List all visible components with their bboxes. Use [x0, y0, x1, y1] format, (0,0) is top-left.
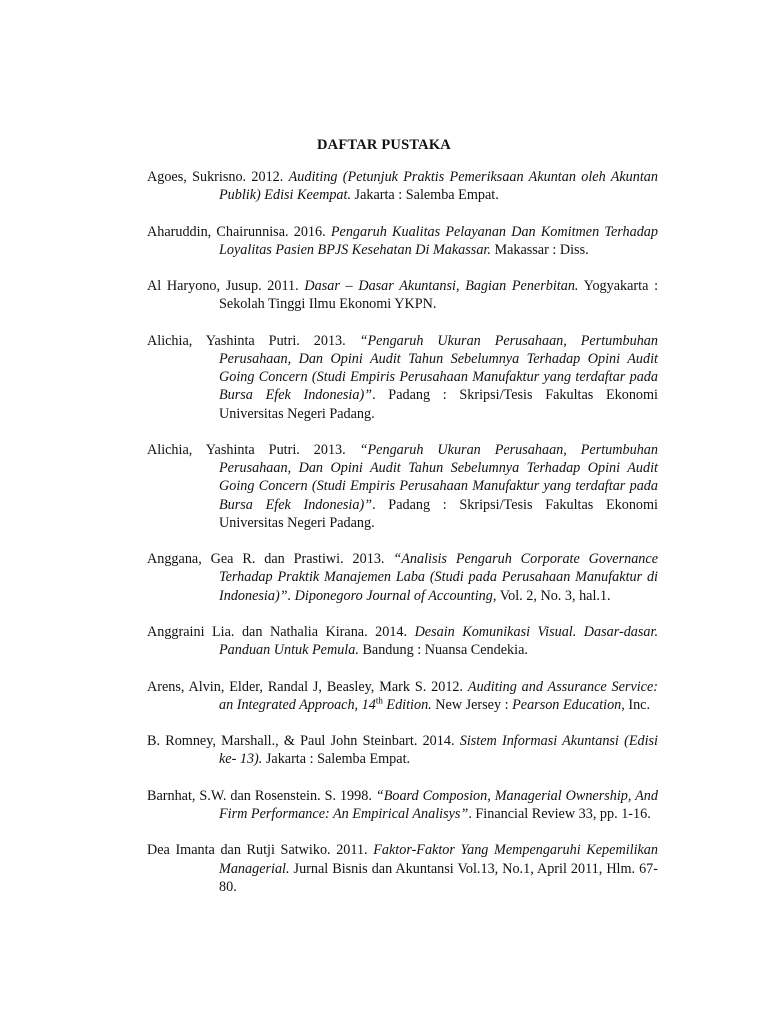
reference-authors-year: Arens, Alvin, Elder, Randal J, Beasley, Mark S. 2012.: [147, 678, 468, 695]
reference-publisher: Jakarta : Salemba Empat.: [262, 751, 411, 768]
reference-title: Auditing (Petunjuk Praktis Pemeriksaan Akuntan oleh Akuntan Publik) Edisi Keempat.: [219, 169, 658, 204]
reference-title: “Pengaruh Ukuran Perusahaan, Pertumbuhan Perusahaan, Dan Opini Audit Tahun Sebelumnya Terhadap Opini Audit Going Concern (Studi Empiris Perusahaan Manufaktur yang terdaftar pada Bursa Efek Indonesia)”: [219, 332, 658, 404]
reference-title: “Pengaruh Ukuran Perusahaan, Pertumbuhan Perusahaan, Dan Opini Audit Tahun Sebelumnya Terhadap Opini Audit Going Concern (Studi Empiris Perusahaan Manufaktur yang terdaftar pada Bursa Efek Indonesia)”: [219, 441, 658, 513]
reference-publisher: Bandung : Nuansa Cendekia.: [358, 642, 528, 659]
reference-entry: [147, 332, 658, 423]
reference-place: New Jersey :: [431, 696, 513, 713]
reference-publisher: Makassar : Diss.: [490, 241, 589, 258]
page-title: DAFTAR PUSTAKA: [317, 137, 451, 153]
reference-authors-year: Agoes, Sukrisno. 2012.: [147, 169, 289, 185]
reference-authors-year: Barnhat, S.W. dan Rosenstein. S. 1998.: [147, 787, 376, 804]
reference-publisher: . Financial Review 33, pp. 1-16.: [468, 805, 651, 822]
reference-superscript: th: [375, 695, 383, 706]
reference-entry: [147, 441, 658, 532]
reference-authors-year: B. Romney, Marshall., & Paul John Steinbart. 2014.: [147, 733, 460, 750]
reference-authors-year: Dea Imanta dan Rutji Satwiko. 2011.: [147, 842, 374, 859]
reference-title: Faktor-Faktor Yang Mempengaruhi Kepemilikan Managerial.: [219, 842, 658, 877]
reference-authors-year: Anggana, Gea R. dan Prastiwi. 2013.: [147, 551, 394, 568]
reference-publisher: . Padang : Skripsi/Tesis Fakultas Ekonomi Universitas Negeri Padang.: [219, 496, 658, 531]
reference-entry: [147, 550, 658, 605]
reference-entry: [147, 732, 658, 768]
reference-entry: [147, 678, 658, 714]
reference-entry: [147, 623, 658, 659]
reference-entry: [147, 168, 658, 204]
reference-entry: [147, 277, 658, 313]
reference-entry: [147, 841, 658, 896]
reference-title: Sistem Informasi Akuntansi (Edisi ke- 13).: [219, 733, 658, 768]
reference-title: Desain Komunikasi Visual. Dasar-dasar. Panduan Untuk Pemula.: [219, 623, 658, 659]
reference-publisher: , Inc.: [621, 696, 651, 713]
reference-list: [147, 168, 658, 914]
reference-authors-year: Alichia, Yashinta Putri. 2013.: [147, 441, 360, 458]
reference-entry: [147, 787, 658, 823]
reference-title-edition: Edition.: [382, 696, 432, 713]
reference-publisher: . Padang : Skripsi/Tesis Fakultas Ekonomi Universitas Negeri Padang.: [219, 387, 658, 422]
reference-publisher: Jakarta : Salemba Empat.: [351, 187, 499, 204]
reference-publisher: Yogyakarta : Sekolah Tinggi Ilmu Ekonomi YKPN.: [219, 278, 659, 313]
reference-authors-year: Alichia, Yashinta Putri. 2013.: [147, 332, 360, 349]
reference-title: Pengaruh Kualitas Pelayanan Dan Komitmen Terhadap Loyalitas Pasien BPJS Kesehatan Di Makassar.: [219, 223, 658, 258]
reference-authors-year: Anggraini Lia. dan Nathalia Kirana. 2014.: [147, 623, 415, 640]
reference-title: “Analisis Pengaruh Corporate Governance Terhadap Praktik Manajemen Laba (Studi pada Perusahaan Manufaktur di Indonesia)”. Diponegoro Journal of Accounting: [219, 551, 658, 604]
reference-title: Dasar – Dasar Akuntansi, Bagian Penerbitan.: [304, 278, 579, 295]
reference-title: “Board Composion, Managerial Ownership, And Firm Performance: An Empirical Analisys”: [219, 787, 658, 822]
reference-publisher: Jurnal Bisnis dan Akuntansi Vol.13, No.1, April 2011, Hlm. 67-80.: [219, 860, 658, 895]
reference-authors-year: Aharuddin, Chairunnisa. 2016.: [147, 223, 331, 240]
reference-entry: [147, 223, 658, 259]
reference-authors-year: Al Haryono, Jusup. 2011.: [147, 278, 305, 295]
reference-title: Auditing and Assurance Service: an Integrated Approach, 14: [219, 678, 658, 713]
reference-publisher: , Vol. 2, No. 3, hal.1.: [492, 587, 611, 604]
reference-publisher-name: Pearson Education: [512, 696, 622, 713]
